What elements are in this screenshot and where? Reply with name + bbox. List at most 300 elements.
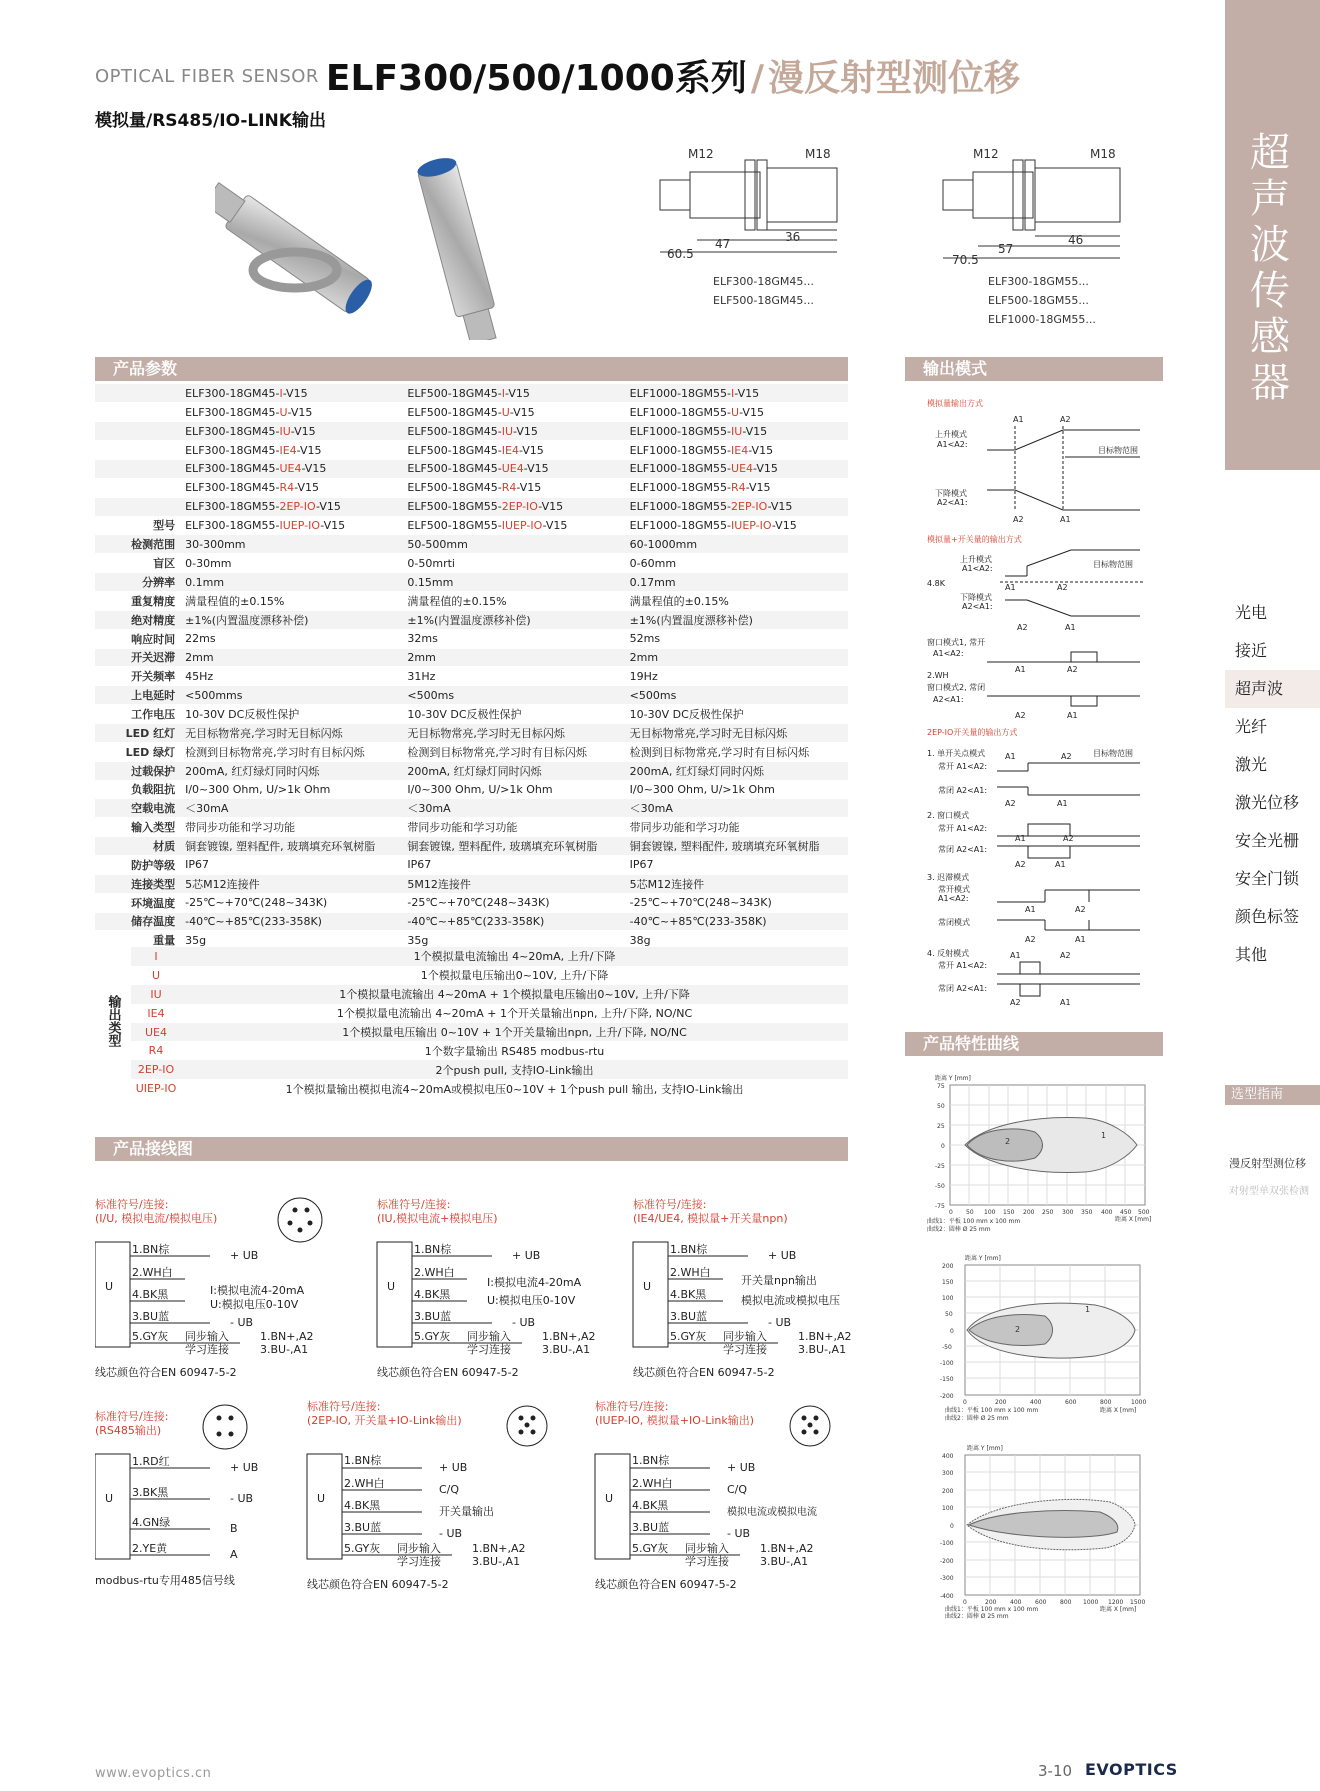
- svg-text:-200: -200: [940, 1393, 954, 1400]
- spec-row: [95, 667, 848, 686]
- svg-text:A1: A1: [1010, 951, 1021, 960]
- svg-text:300: 300: [942, 1470, 954, 1477]
- spec-value: 10-30V DC反极性保护: [403, 705, 625, 724]
- spec-value: -40℃~+85℃(233-358K): [626, 912, 848, 931]
- svg-text:(I/U, 模拟电流/模拟电压): (I/U, 模拟电流/模拟电压): [95, 1212, 218, 1225]
- svg-text:100: 100: [942, 1505, 954, 1512]
- svg-text:常闭模式: 常闭模式: [938, 918, 970, 927]
- guide-item[interactable]: 对射型单双张检测: [1229, 1186, 1309, 1197]
- model-cell: ELF300-18GM45-UE4-V15: [181, 459, 403, 478]
- title-separator: /: [750, 58, 764, 99]
- spec-value: -25℃~+70℃(248~343K): [626, 893, 848, 912]
- spec-value: 60-1000mm: [626, 535, 848, 554]
- svg-text:开关量输出: 开关量输出: [439, 1505, 494, 1518]
- wiring-iu-dual: [377, 1197, 596, 1379]
- svg-text:4.BK黑: 4.BK黑: [670, 1288, 707, 1301]
- svg-text:2.YE黄: 2.YE黄: [132, 1542, 168, 1555]
- svg-text:A2<A1:: A2<A1:: [933, 695, 964, 704]
- spec-table: [95, 384, 848, 950]
- svg-text:距离 X [mm]: 距离 X [mm]: [1100, 1606, 1137, 1613]
- spec-value: 31Hz: [403, 667, 625, 686]
- row-label: [95, 403, 181, 422]
- dim-m18: M18: [805, 147, 831, 161]
- svg-text:A1<A2:: A1<A2:: [933, 649, 964, 658]
- spec-value: ±1%(内置温度漂移补偿): [181, 610, 403, 629]
- output-type-row: [95, 947, 848, 966]
- wiring-ie4: [633, 1197, 852, 1379]
- svg-text:0: 0: [963, 1599, 967, 1606]
- svg-text:常开 A1<A2:: 常开 A1<A2:: [938, 762, 988, 771]
- svg-text:A2: A2: [1063, 834, 1074, 843]
- svg-text:5.GY灰: 5.GY灰: [632, 1542, 669, 1555]
- output-mode-diagrams: [905, 390, 1165, 1015]
- svg-text:A2<A1:: A2<A1:: [962, 602, 993, 611]
- svg-text:-50: -50: [942, 1344, 952, 1351]
- svg-text:800: 800: [1100, 1399, 1112, 1406]
- svg-text:600: 600: [1065, 1399, 1077, 1406]
- curve-chart-3: [905, 1440, 1165, 1620]
- output-code: UIEP-IO: [131, 1079, 181, 1098]
- output-code: IU: [131, 985, 181, 1004]
- svg-text:200: 200: [985, 1599, 997, 1606]
- svg-text:A2: A2: [1015, 860, 1026, 869]
- spec-value: I/0~300 Ohm, U/>1k Ohm: [626, 780, 848, 799]
- svg-text:-400: -400: [940, 1593, 954, 1600]
- spec-value: 2mm: [403, 648, 625, 667]
- svg-text:标准符号/连接:: 标准符号/连接:: [95, 1198, 169, 1211]
- spec-label: 分辨率: [95, 573, 181, 592]
- svg-text:学习连接: 学习连接: [397, 1555, 441, 1568]
- svg-text:A2: A2: [1015, 711, 1026, 720]
- spec-row: [95, 686, 848, 705]
- spec-row: [95, 723, 848, 742]
- nav-item[interactable]: 安全门锁: [1235, 869, 1300, 888]
- spec-value: IP67: [181, 855, 403, 874]
- model-row: [95, 422, 848, 441]
- svg-text:距离 Y [mm]: 距离 Y [mm]: [935, 1075, 971, 1082]
- svg-text:0: 0: [941, 1143, 945, 1150]
- nav-item-active[interactable]: 超声波: [1225, 670, 1320, 708]
- spec-row: [95, 893, 848, 912]
- nav-item[interactable]: 光纤: [1235, 717, 1268, 736]
- svg-text:上升模式: 上升模式: [935, 430, 967, 439]
- svg-text:4.BK黑: 4.BK黑: [632, 1499, 669, 1512]
- svg-text:5.GY灰: 5.GY灰: [132, 1330, 169, 1343]
- model-cell: ELF300-18GM45-R4-V15: [181, 478, 403, 497]
- svg-text:下降模式: 下降模式: [935, 489, 967, 498]
- svg-text:A1<A2:: A1<A2:: [962, 564, 993, 573]
- svg-text:600: 600: [1035, 1599, 1047, 1606]
- section-wiring: 产品接线图: [95, 1137, 848, 1161]
- svg-text:常闭 A2<A1:: 常闭 A2<A1:: [938, 984, 988, 993]
- svg-text:150: 150: [942, 1279, 954, 1286]
- spec-row: [95, 648, 848, 667]
- output-type-table: [95, 947, 848, 1098]
- svg-text:-300: -300: [940, 1575, 954, 1582]
- svg-text:A1: A1: [1055, 860, 1066, 869]
- spec-value: -40℃~+85℃(233-358K): [181, 912, 403, 931]
- svg-text:4.GN绿: 4.GN绿: [132, 1516, 171, 1529]
- model-cell: ELF300-18GM45-IE4-V15: [181, 441, 403, 460]
- svg-text:400: 400: [1030, 1399, 1042, 1406]
- svg-text:U: U: [317, 1492, 326, 1505]
- svg-text:U: U: [105, 1492, 114, 1505]
- svg-text:线芯颜色符合EN 60947-5-2: 线芯颜色符合EN 60947-5-2: [595, 1578, 737, 1590]
- svg-text:标准符号/连接:: 标准符号/连接:: [307, 1400, 381, 1413]
- svg-text:400: 400: [942, 1453, 954, 1460]
- output-code: UE4: [131, 1023, 181, 1042]
- svg-text:-50: -50: [935, 1183, 945, 1190]
- svg-text:5.GY灰: 5.GY灰: [670, 1330, 707, 1343]
- output-type-row: [95, 1023, 848, 1042]
- nav-item[interactable]: 接近: [1235, 641, 1268, 660]
- spec-value: -25℃~+70℃(248~343K): [181, 893, 403, 912]
- svg-text:1.BN棕: 1.BN棕: [670, 1243, 708, 1256]
- svg-text:100: 100: [984, 1209, 996, 1216]
- model-cell: ELF1000-18GM55-U-V15: [626, 403, 848, 422]
- svg-text:+ UB: + UB: [768, 1249, 797, 1262]
- nav-item[interactable]: 激光位移: [1235, 793, 1300, 812]
- svg-text:500: 500: [1138, 1209, 1150, 1216]
- svg-text:3.BU-,A1: 3.BU-,A1: [798, 1343, 847, 1356]
- svg-text:模拟电流或模拟电流: 模拟电流或模拟电流: [727, 1507, 817, 1518]
- svg-text:+ UB: + UB: [230, 1461, 259, 1474]
- svg-text:- UB: - UB: [768, 1316, 792, 1329]
- svg-text:4.8K: 4.8K: [927, 579, 945, 588]
- spec-value: 200mA, 红灯绿灯同时闪烁: [181, 761, 403, 780]
- svg-text:常闭 A2<A1:: 常闭 A2<A1:: [938, 845, 988, 854]
- svg-text:+ UB: + UB: [230, 1249, 259, 1262]
- svg-text:modbus-rtu专用485信号线: modbus-rtu专用485信号线: [95, 1574, 235, 1587]
- svg-text:3.BU蓝: 3.BU蓝: [414, 1310, 452, 1323]
- nav-item[interactable]: 激光: [1235, 755, 1268, 774]
- svg-text:1.BN棕: 1.BN棕: [132, 1243, 170, 1256]
- svg-text:标准符号/连接:: 标准符号/连接:: [595, 1400, 669, 1413]
- nav-item[interactable]: 其他: [1235, 945, 1268, 964]
- svg-text:-200: -200: [940, 1558, 954, 1565]
- wiring-diagrams: [95, 1190, 855, 1590]
- spec-value: 38g: [626, 931, 848, 950]
- output-subtitle: 模拟量/RS485/IO-LINK输出: [95, 111, 326, 131]
- svg-text:1.BN棕: 1.BN棕: [414, 1243, 452, 1256]
- svg-text:(RS485输出): (RS485输出): [95, 1424, 162, 1437]
- svg-text:3. 迟滞模式: 3. 迟滞模式: [927, 873, 970, 882]
- model-cell: ELF500-18GM55-2EP-IO-V15: [403, 497, 625, 516]
- svg-text:2.WH白: 2.WH白: [632, 1477, 673, 1490]
- spec-value: 5芯M12连接件: [626, 874, 848, 893]
- row-label: [95, 459, 181, 478]
- svg-text:-100: -100: [940, 1360, 954, 1367]
- svg-text:B: B: [230, 1522, 238, 1535]
- svg-text:1.BN棕: 1.BN棕: [344, 1454, 382, 1467]
- model-cell: ELF1000-18GM55-IUEP-IO-V15: [626, 516, 848, 535]
- svg-text:A1: A1: [1065, 623, 1076, 632]
- svg-text:+ UB: + UB: [512, 1249, 541, 1262]
- svg-text:2. 窗口模式: 2. 窗口模式: [927, 811, 970, 820]
- svg-text:A1<A2:: A1<A2:: [938, 894, 969, 903]
- svg-text:3.BU蓝: 3.BU蓝: [344, 1521, 382, 1534]
- svg-text:窗口模式2, 常闭: 窗口模式2, 常闭: [927, 683, 986, 692]
- output-type-row: [95, 985, 848, 1004]
- spec-row: [95, 554, 848, 573]
- svg-text:A2: A2: [1067, 665, 1078, 674]
- svg-text:目标物范围: 目标物范围: [1098, 446, 1138, 455]
- svg-text:4.BK黑: 4.BK黑: [414, 1288, 451, 1301]
- model-cell: ELF1000-18GM55-2EP-IO-V15: [626, 497, 848, 516]
- wiring-iuep-io: [595, 1399, 830, 1590]
- model-cell: ELF1000-18GM55-UE4-V15: [626, 459, 848, 478]
- spec-label: LED 绿灯: [95, 742, 181, 761]
- dim-m12: M12: [688, 147, 714, 161]
- svg-text:2.WH白: 2.WH白: [132, 1266, 173, 1279]
- spec-value: IP67: [626, 855, 848, 874]
- curve-chart-2: [905, 1250, 1165, 1425]
- spec-row: [95, 535, 848, 554]
- page-title: [326, 50, 1020, 101]
- svg-text:U: U: [105, 1280, 114, 1293]
- svg-text:0: 0: [949, 1209, 953, 1216]
- svg-text:400: 400: [1101, 1209, 1113, 1216]
- svg-text:-25: -25: [935, 1163, 945, 1170]
- spec-row: [95, 855, 848, 874]
- svg-text:(IU,模拟电流+模拟电压): (IU,模拟电流+模拟电压): [377, 1212, 498, 1225]
- spec-label: 盲区: [95, 554, 181, 573]
- dimension-drawing-45: [645, 150, 860, 260]
- svg-text:75: 75: [937, 1083, 945, 1090]
- svg-text:U: U: [387, 1280, 396, 1293]
- spec-value: ±1%(内置温度漂移补偿): [626, 610, 848, 629]
- svg-text:窗口模式1, 常开: 窗口模式1, 常开: [927, 638, 986, 647]
- spec-value: 铜套镀镍, 塑料配件, 玻璃填充环氧树脂: [181, 837, 403, 856]
- spec-row: [95, 818, 848, 837]
- svg-text:1: 1: [1101, 1131, 1107, 1140]
- row-label: [95, 497, 181, 516]
- svg-text:模拟电流或模拟电压: 模拟电流或模拟电压: [741, 1294, 840, 1307]
- svg-text:线芯颜色符合EN 60947-5-2: 线芯颜色符合EN 60947-5-2: [95, 1366, 237, 1379]
- spec-value: 35g: [181, 931, 403, 950]
- svg-text:(2EP-IO, 开关量+IO-Link输出): (2EP-IO, 开关量+IO-Link输出): [307, 1414, 462, 1427]
- output-type-row: [95, 1060, 848, 1079]
- svg-text:常开 A1<A2:: 常开 A1<A2:: [938, 961, 988, 970]
- spec-value: 45Hz: [181, 667, 403, 686]
- svg-text:同步输入: 同步输入: [185, 1330, 229, 1343]
- svg-text:1.BN+,A2: 1.BN+,A2: [760, 1542, 814, 1555]
- spec-value: 检测到目标物常亮,学习时有目标闪烁: [181, 742, 403, 761]
- spec-value: 带同步功能和学习功能: [403, 818, 625, 837]
- svg-text:A2: A2: [1060, 951, 1071, 960]
- category-nav: [1225, 594, 1320, 974]
- svg-text:4. 反射模式: 4. 反射模式: [927, 949, 970, 958]
- svg-text:A1: A1: [1057, 799, 1068, 808]
- svg-text:距离 Y [mm]: 距离 Y [mm]: [965, 1255, 1001, 1262]
- model-cell: ELF1000-18GM55-IE4-V15: [626, 441, 848, 460]
- category-vertical-title: 超声波传感器: [1250, 130, 1290, 406]
- model-cell: ELF1000-18GM55-IU-V15: [626, 422, 848, 441]
- svg-text:I:模拟电流4-20mA: I:模拟电流4-20mA: [487, 1276, 582, 1289]
- output-type-row: [95, 1041, 848, 1060]
- svg-text:4.BK黑: 4.BK黑: [344, 1499, 381, 1512]
- spec-label: 防护等级: [95, 855, 181, 874]
- spec-label: 重量: [95, 931, 181, 950]
- svg-text:1.BN棕: 1.BN棕: [632, 1454, 670, 1467]
- svg-text:- UB: - UB: [230, 1492, 254, 1505]
- svg-text:350: 350: [1081, 1209, 1093, 1216]
- svg-text:3.BU-,A1: 3.BU-,A1: [760, 1555, 809, 1568]
- svg-text:3.BU蓝: 3.BU蓝: [632, 1521, 670, 1534]
- output-type-label: 输出类型: [95, 947, 131, 1098]
- svg-text:1000: 1000: [1131, 1399, 1147, 1406]
- svg-text:A2: A2: [1075, 905, 1086, 914]
- svg-text:4.BK黑: 4.BK黑: [132, 1288, 169, 1301]
- svg-text:0: 0: [963, 1399, 967, 1406]
- svg-text:200: 200: [1023, 1209, 1035, 1216]
- svg-text:线芯颜色符合EN 60947-5-2: 线芯颜色符合EN 60947-5-2: [377, 1366, 519, 1379]
- svg-text:线芯颜色符合EN 60947-5-2: 线芯颜色符合EN 60947-5-2: [307, 1578, 449, 1590]
- svg-text:A1: A1: [1067, 711, 1078, 720]
- svg-text:I:模拟电流4-20mA: I:模拟电流4-20mA: [210, 1284, 305, 1297]
- dim-models-55: ELF300-18GM55... ELF500-18GM55... ELF1000-18GM55...: [988, 275, 1096, 326]
- model-cell: ELF1000-18GM55-R4-V15: [626, 478, 848, 497]
- svg-text:A1: A1: [1075, 935, 1086, 944]
- model-cell: ELF500-18GM45-I-V15: [403, 384, 625, 403]
- svg-text:同步输入: 同步输入: [685, 1542, 729, 1555]
- model-cell: ELF300-18GM45-U-V15: [181, 403, 403, 422]
- spec-value: ＜30mA: [403, 799, 625, 818]
- spec-value: -25℃~+70℃(248~343K): [403, 893, 625, 912]
- spec-value: ±1%(内置温度漂移补偿): [403, 610, 625, 629]
- model-row: [95, 441, 848, 460]
- spec-row: [95, 705, 848, 724]
- spec-value: 满量程值的±0.15%: [626, 591, 848, 610]
- spec-row: [95, 629, 848, 648]
- model-row: [95, 497, 848, 516]
- page-number: 3-10: [1038, 1762, 1073, 1780]
- dim-m18: M18: [1090, 147, 1116, 161]
- svg-text:曲线1：平板 100 mm x 100 mm: 曲线1：平板 100 mm x 100 mm: [927, 1218, 1021, 1225]
- svg-text:- UB: - UB: [439, 1527, 463, 1540]
- spec-value: 30-300mm: [181, 535, 403, 554]
- svg-text:U:模拟电压0-10V: U:模拟电压0-10V: [487, 1294, 576, 1307]
- svg-text:A: A: [230, 1548, 238, 1561]
- spec-value: 2mm: [181, 648, 403, 667]
- output-desc: 1个模拟量电压输出0~10V, 上升/下降: [181, 966, 848, 985]
- spec-label: 开关频率: [95, 667, 181, 686]
- spec-label: 过载保护: [95, 761, 181, 780]
- row-label: [95, 478, 181, 497]
- svg-text:3.BK黑: 3.BK黑: [132, 1486, 169, 1499]
- svg-text:1.BN+,A2: 1.BN+,A2: [472, 1542, 526, 1555]
- svg-text:同步输入: 同步输入: [467, 1330, 511, 1343]
- svg-text:A2: A2: [1005, 799, 1016, 808]
- selection-guide[interactable]: 选型指南: [1225, 1085, 1320, 1105]
- svg-text:A1: A1: [1025, 905, 1036, 914]
- svg-text:200: 200: [942, 1488, 954, 1495]
- svg-text:- UB: - UB: [512, 1316, 536, 1329]
- output-code: R4: [131, 1041, 181, 1060]
- model-cell: ELF500-18GM45-UE4-V15: [403, 459, 625, 478]
- nav-item[interactable]: 安全光栅: [1235, 831, 1300, 850]
- spec-value: 检测到目标物常亮,学习时有目标闪烁: [626, 742, 848, 761]
- spec-label: 储存温度: [95, 912, 181, 931]
- nav-item[interactable]: 颜色标签: [1235, 907, 1300, 926]
- spec-value: 检测到目标物常亮,学习时有目标闪烁: [403, 742, 625, 761]
- guide-item[interactable]: 漫反射型测位移: [1229, 1157, 1306, 1170]
- dim-thread: 36: [785, 230, 801, 244]
- svg-text:常开 A1<A2:: 常开 A1<A2:: [938, 824, 988, 833]
- output-desc: 2个push pull, 支持IO-Link输出: [181, 1060, 848, 1079]
- section-params: 产品参数: [95, 357, 848, 381]
- svg-text:3.BU-,A1: 3.BU-,A1: [472, 1555, 521, 1568]
- svg-text:2: 2: [1015, 1325, 1021, 1334]
- out-title1: 模拟量输出方式: [927, 399, 983, 408]
- svg-text:标准符号/连接:: 标准符号/连接:: [95, 1410, 169, 1423]
- svg-text:1: 1: [1085, 1305, 1091, 1314]
- svg-text:同步输入: 同步输入: [397, 1542, 441, 1555]
- spec-label: 连接类型: [95, 874, 181, 893]
- svg-text:U: U: [605, 1492, 614, 1505]
- svg-text:1.RD红: 1.RD红: [132, 1455, 170, 1468]
- output-desc: 1个模拟量电流输出 4~20mA + 1个开关量输出npn, 上升/下降, NO/NC: [181, 1004, 848, 1023]
- spec-value: 35g: [403, 931, 625, 950]
- series-title: ELF300/500/1000系列: [325, 58, 747, 99]
- svg-text:200: 200: [995, 1399, 1007, 1406]
- svg-text:5.GY灰: 5.GY灰: [344, 1542, 381, 1555]
- spec-value: 10-30V DC反极性保护: [181, 705, 403, 724]
- svg-text:1200: 1200: [1108, 1599, 1124, 1606]
- svg-text:标准符号/连接:: 标准符号/连接:: [377, 1198, 451, 1211]
- model-row: [95, 403, 848, 422]
- svg-text:常开模式: 常开模式: [938, 885, 970, 894]
- svg-text:2: 2: [1005, 1137, 1011, 1146]
- svg-text:100: 100: [942, 1295, 954, 1302]
- svg-text:1.BN+,A2: 1.BN+,A2: [542, 1330, 596, 1343]
- svg-text:学习连接: 学习连接: [723, 1343, 767, 1356]
- model-row: [95, 478, 848, 497]
- spec-value: 10-30V DC反极性保护: [626, 705, 848, 724]
- svg-text:2EP-IO开关量的输出方式: 2EP-IO开关量的输出方式: [927, 728, 1018, 737]
- model-cell: ELF500-18GM45-U-V15: [403, 403, 625, 422]
- brand-logo: EVOPTICS: [1085, 1760, 1178, 1779]
- svg-text:A1: A1: [1015, 834, 1026, 843]
- spec-label: 检测范围: [95, 535, 181, 554]
- svg-text:50: 50: [945, 1311, 953, 1318]
- svg-text:0: 0: [950, 1523, 954, 1530]
- svg-text:2.WH白: 2.WH白: [344, 1477, 385, 1490]
- nav-item[interactable]: 光电: [1235, 603, 1268, 622]
- svg-text:曲线1：平板 100 mm x 100 mm: 曲线1：平板 100 mm x 100 mm: [945, 1606, 1039, 1613]
- svg-text:400: 400: [1010, 1599, 1022, 1606]
- spec-value: 2mm: [626, 648, 848, 667]
- dim-total: 60.5: [667, 247, 694, 261]
- svg-text:距离 X [mm]: 距离 X [mm]: [1100, 1407, 1137, 1414]
- model-cell: ELF1000-18GM55-I-V15: [626, 384, 848, 403]
- row-label: 型号: [95, 516, 181, 535]
- svg-text:线芯颜色符合EN 60947-5-2: 线芯颜色符合EN 60947-5-2: [633, 1366, 775, 1379]
- spec-value: 200mA, 红灯绿灯同时闪烁: [626, 761, 848, 780]
- spec-label: 响应时间: [95, 629, 181, 648]
- svg-text:2.WH白: 2.WH白: [414, 1266, 455, 1279]
- spec-value: -40℃~+85℃(233-358K): [403, 912, 625, 931]
- wiring-iu: [95, 1197, 322, 1379]
- svg-text:-75: -75: [935, 1203, 945, 1210]
- spec-row: [95, 610, 848, 629]
- spec-value: 0-60mm: [626, 554, 848, 573]
- svg-text:1500: 1500: [1130, 1599, 1146, 1606]
- svg-text:5.GY灰: 5.GY灰: [414, 1330, 451, 1343]
- footer-url[interactable]: www.evoptics.cn: [95, 1766, 212, 1781]
- spec-value: 5芯M12连接件: [181, 874, 403, 893]
- model-cell: ELF500-18GM45-IU-V15: [403, 422, 625, 441]
